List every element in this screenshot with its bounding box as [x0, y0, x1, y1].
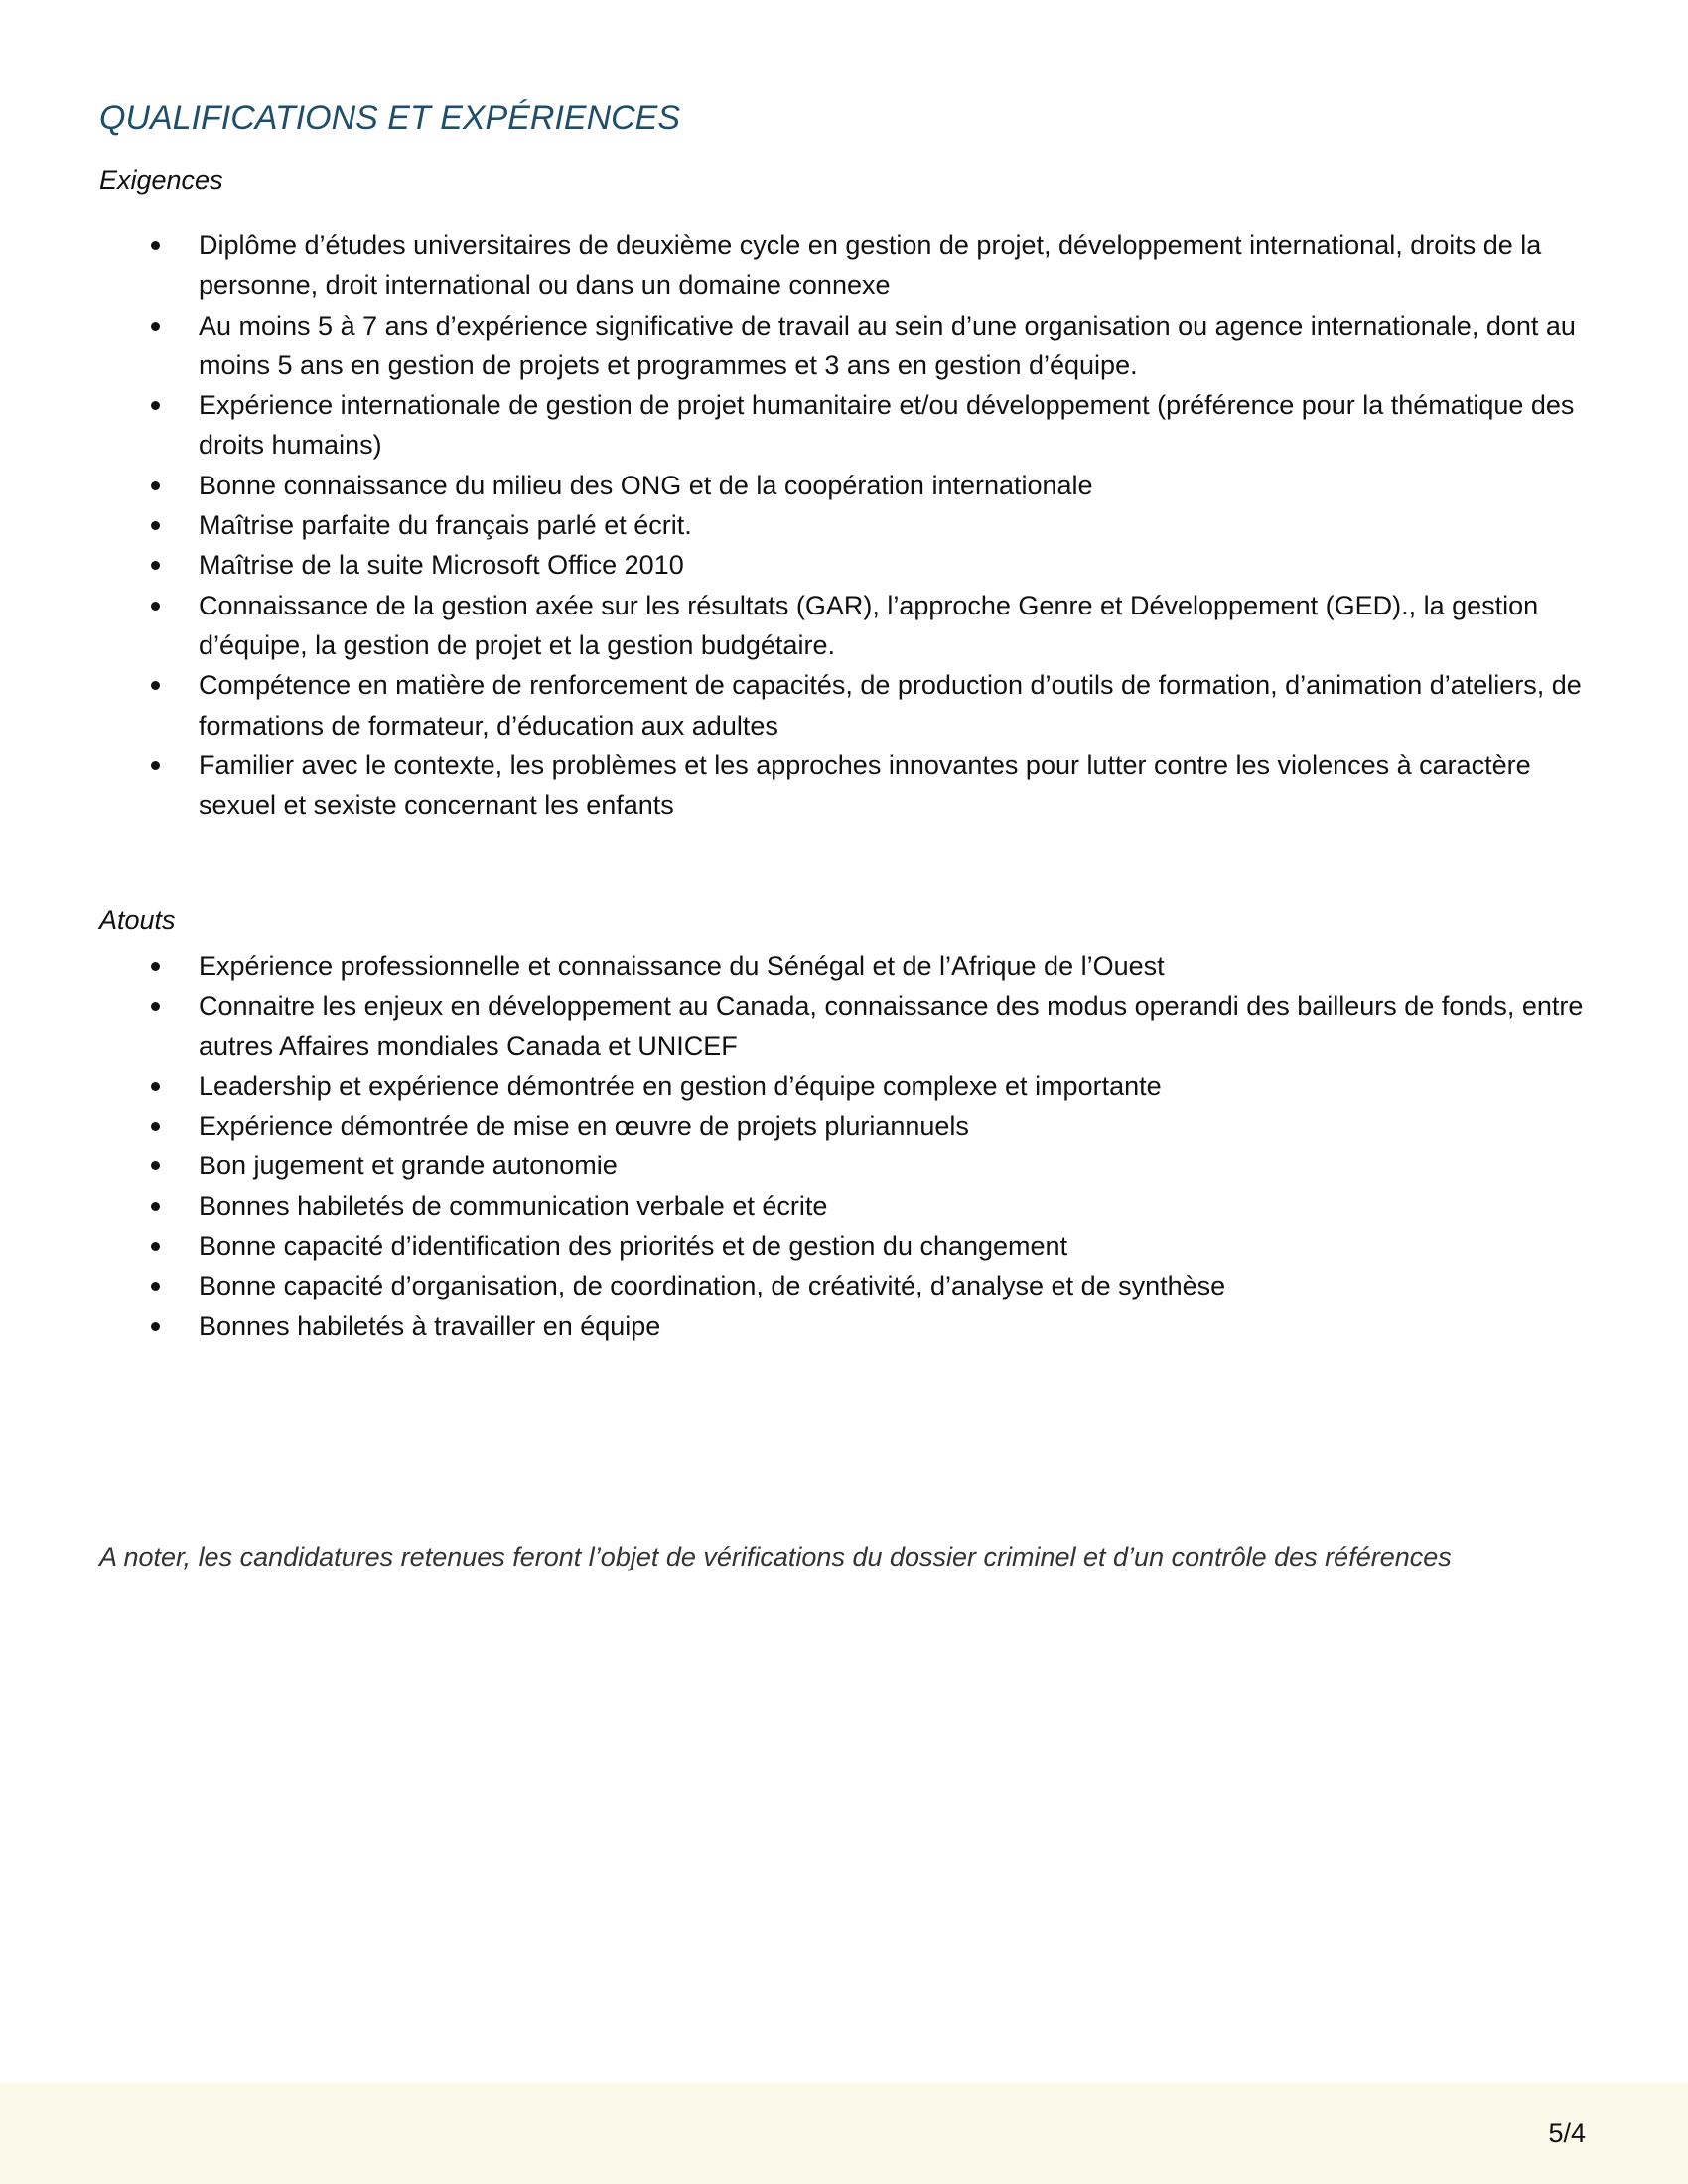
list-item: Au moins 5 à 7 ans d’expérience significative de travail au sein d’une organisation ou agence internationale, dont au moins 5 ans en gestion de projets et programmes et 3 ans en gestion d’équipe. — [0, 306, 1688, 386]
list-item: Expérience internationale de gestion de projet humanitaire et/ou développement (préférence pour la thématique des droits humains) — [0, 385, 1688, 466]
list-item: Connaissance de la gestion axée sur les résultats (GAR), l’approche Genre et Développement (GED)., la gestion d’équipe, la gestion de projet et la gestion budgétaire. — [0, 586, 1688, 666]
list-item: Leadership et expérience démontrée en gestion d’équipe complexe et importante — [0, 1066, 1688, 1106]
bullet-icon — [151, 481, 160, 490]
list-item: Bonnes habiletés à travailler en équipe — [0, 1306, 1688, 1346]
bullet-icon — [151, 602, 160, 611]
list-item: Bonnes habiletés de communication verbale et écrite — [0, 1186, 1688, 1226]
list-item: Bon jugement et grande autonomie — [0, 1146, 1688, 1185]
list-item: Diplôme d’études universitaires de deuxième cycle en gestion de projet, développement international, droits de la personne, droit international ou dans un domaine connexe — [0, 225, 1688, 306]
bullet-icon — [151, 761, 160, 770]
page-footer — [0, 2083, 1688, 2184]
list-item: Compétence en matière de renforcement de capacités, de production d’outils de formation, d’animation d’ateliers, de formations de formateur, d’éducation aux adultes — [0, 665, 1688, 746]
bullet-icon — [151, 962, 160, 971]
list-item: Bonne connaissance du milieu des ONG et de la coopération internationale — [0, 466, 1688, 505]
assets-heading: Atouts — [99, 905, 176, 935]
bullet-icon — [151, 1202, 160, 1211]
list-item: Bonne capacité d’identification des priorités et de gestion du changement — [0, 1226, 1688, 1266]
bullet-icon — [151, 1002, 160, 1011]
requirements-heading: Exigences — [99, 165, 223, 195]
bullet-icon — [151, 1082, 160, 1091]
bullet-icon — [151, 401, 160, 410]
bullet-icon — [151, 1242, 160, 1251]
bullet-icon — [151, 241, 160, 250]
verification-note: A noter, les candidatures retenues feront l’objet de vérifications du dossier criminel et d’un contrôle des références — [99, 1542, 1452, 1571]
assets-list — [0, 946, 1688, 1346]
list-item: Expérience professionnelle et connaissance du Sénégal et de l’Afrique de l’Ouest — [0, 946, 1688, 986]
bullet-icon — [151, 1282, 160, 1291]
list-item: Maîtrise parfaite du français parlé et écrit. — [0, 505, 1688, 545]
list-item: Connaitre les enjeux en développement au Canada, connaissance des modus operandi des bailleurs de fonds, entre autres Affaires mondiales Canada et UNICEF — [0, 986, 1688, 1066]
page-number: 5/4 — [1548, 2118, 1586, 2148]
bullet-icon — [151, 561, 160, 570]
list-item: Bonne capacité d’organisation, de coordination, de créativité, d’analyse et de synthèse — [0, 1266, 1688, 1305]
requirements-list — [0, 225, 1688, 825]
list-item: Familier avec le contexte, les problèmes et les approches innovantes pour lutter contre les violences à caractère sexuel et sexiste concernant les enfants — [0, 746, 1688, 826]
bullet-icon — [151, 1322, 160, 1331]
bullet-icon — [151, 1161, 160, 1170]
bullet-icon — [151, 681, 160, 690]
bullet-icon — [151, 521, 160, 530]
list-item: Maîtrise de la suite Microsoft Office 2010 — [0, 545, 1688, 585]
bullet-icon — [151, 322, 160, 331]
list-item: Expérience démontrée de mise en œuvre de projets pluriannuels — [0, 1106, 1688, 1146]
section-title: QUALIFICATIONS ET EXPÉRIENCES — [99, 99, 681, 137]
bullet-icon — [151, 1122, 160, 1131]
